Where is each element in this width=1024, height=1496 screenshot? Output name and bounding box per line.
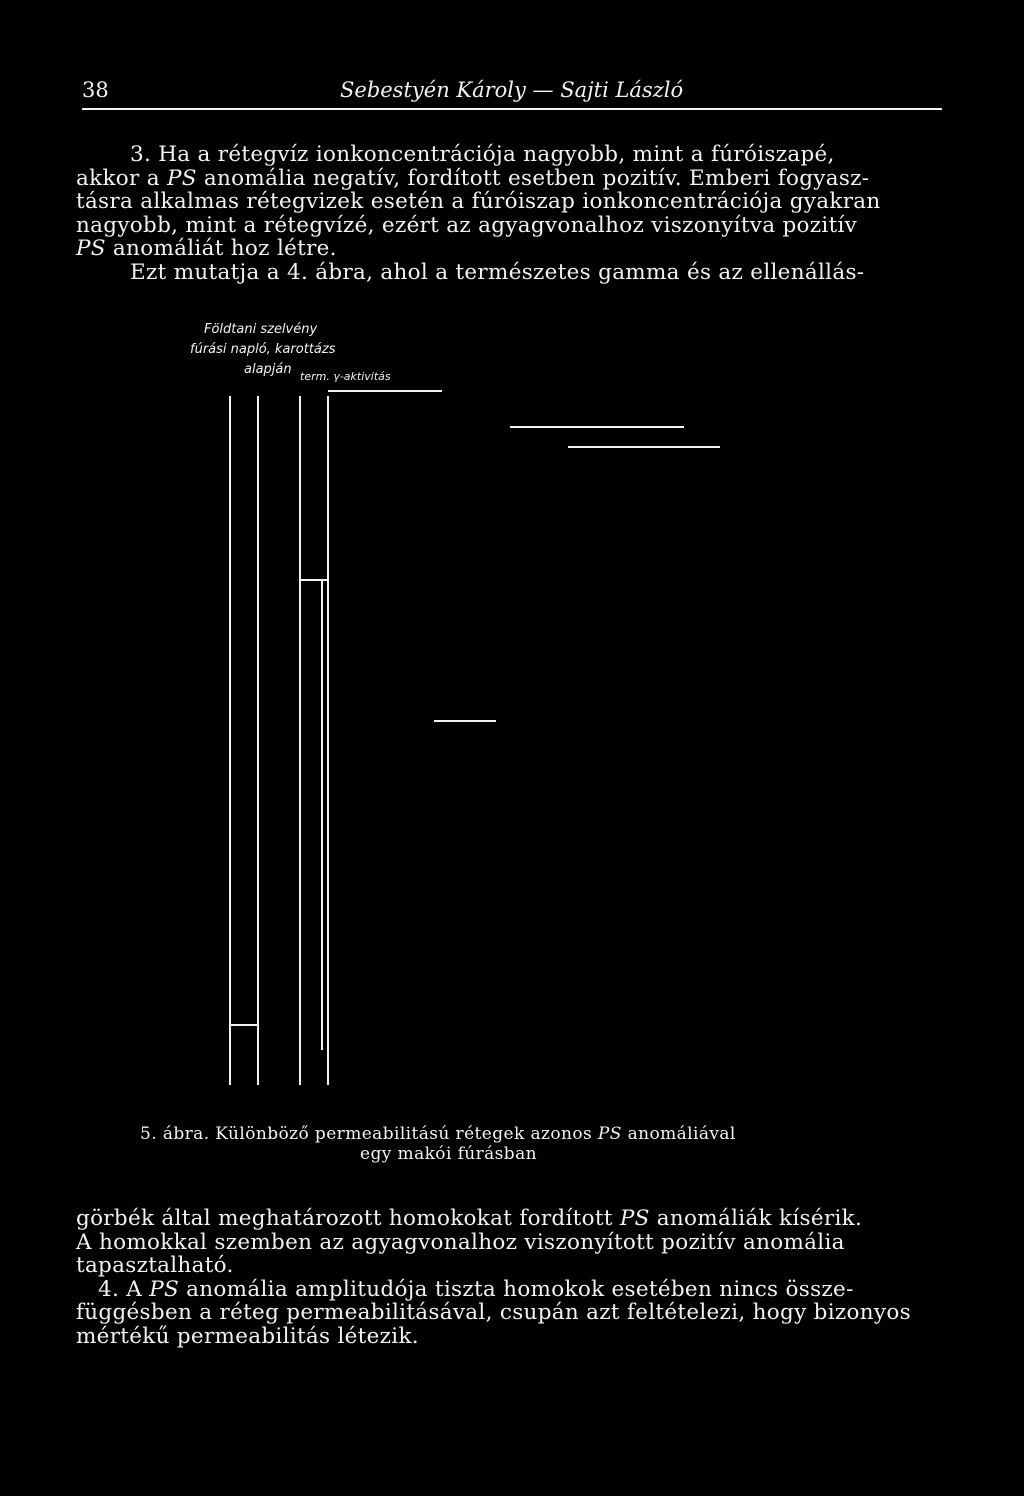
text-line: függésben a réteg permeabilitásával, csupán azt feltételezi, hogy bizonyos [76, 1300, 911, 1325]
text-line: akkor a PS anomália negatív, fordított esetben pozitív. Emberi fogyasz- [76, 165, 870, 191]
text-line: nagyobb, mint a rétegvízé, ezért az agyagvonalhoz viszonyítva pozitív [76, 212, 858, 238]
page-number: 38 [82, 78, 109, 102]
figure-caption-line-2: egy makói fúrásban [360, 1144, 537, 1164]
text-line: 4. A PS anomália amplitudója tiszta homokok esetében nincs össze- [98, 1276, 854, 1302]
paragraph-2 [76, 1207, 936, 1348]
text-line: Ezt mutatja a 4. ábra, ahol a természetes gamma és az ellenállás- [130, 259, 865, 285]
text-line: A homokkal szemben az agyagvonalhoz viszonyított pozitív anomália [76, 1229, 845, 1255]
figure-column-label-3: alapján [244, 362, 292, 377]
text-line: 3. Ha a rétegvíz ionkoncentrációja nagyobb, mint a fúróiszapé, [130, 142, 835, 167]
text-line: PS anomáliát hoz létre. [76, 236, 337, 261]
figure-column-label-2: fúrási napló, karottázs [190, 342, 336, 357]
figure-column-label-1: Földtani szelvény [204, 322, 318, 337]
figure-caption-line-1: 5. ábra. Különböző permeabilitású rétegek azonos PS anomáliával [140, 1124, 736, 1144]
text-line: mértékű permeabilitás létezik. [76, 1323, 419, 1349]
text-line: tásra alkalmas rétegvizek esetén a fúróiszap ionkoncentrációja gyakran [76, 189, 881, 214]
text-line: görbék által meghatározott homokokat fordított PS anomáliák kísérik. [76, 1206, 863, 1231]
running-header-authors: Sebestyén Károly — Sajti László [340, 78, 684, 102]
text-line: tapasztalható. [76, 1253, 234, 1278]
figure-gamma-label: term. γ-aktivitás [300, 370, 391, 383]
